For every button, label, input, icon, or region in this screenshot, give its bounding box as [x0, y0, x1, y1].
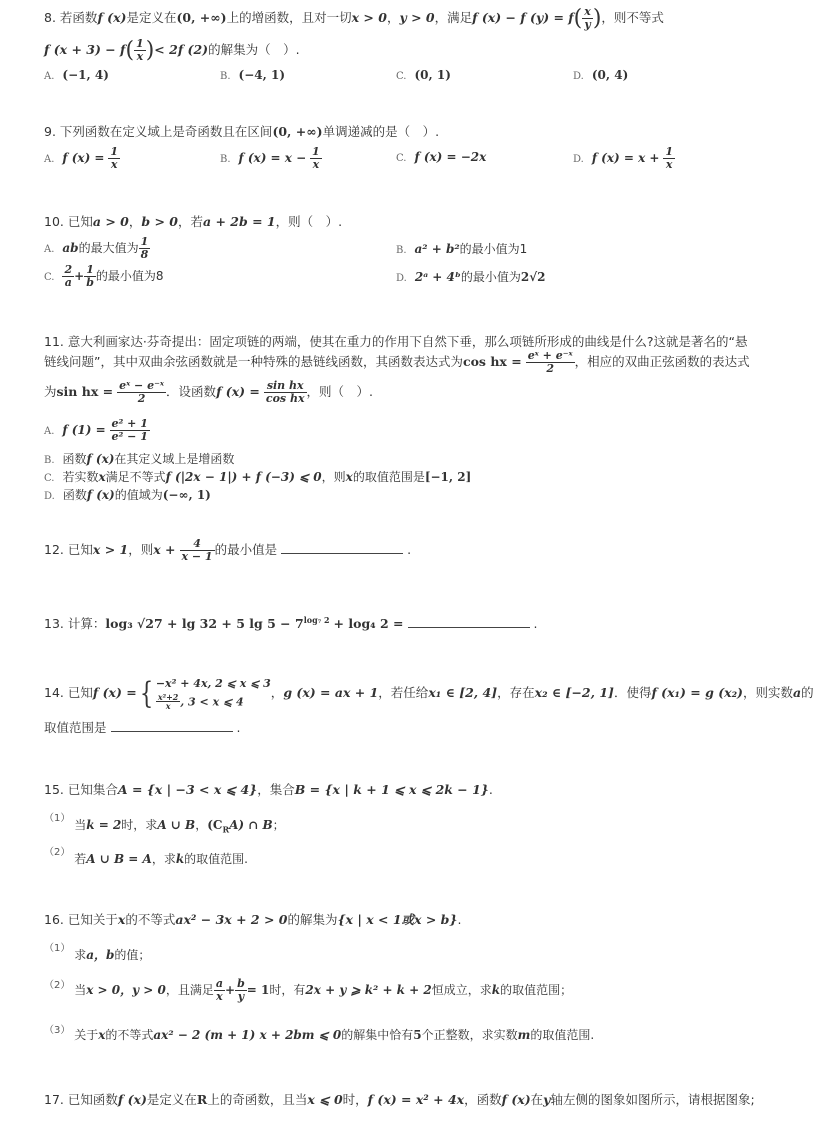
q15-part-1: （1） 当k = 2时，求A ∪ B，$(C_RA)$ ∩ B； — [44, 813, 285, 835]
q16-part-2: （2） 当x > 0，y > 0，且满足 $\frac{a}{x}$ + $\frac{b}{y}$ = 1时，有2x + y ⩾ k² + k + 2恒成立，求k的取值范围； — [44, 977, 573, 1004]
q8-option-b[interactable]: B. (−4, 1) — [220, 68, 285, 82]
q14-stem-line2: 取值范围是 . — [44, 720, 241, 735]
q12-answer-blank[interactable] — [281, 541, 403, 554]
q10-stem: 10. 已知a > 0，b > 0，若a + 2b = 1，则（ ）. — [44, 214, 343, 229]
q11-number: 11. — [44, 334, 64, 349]
q15-part-2: （2） 若A ∪ B = A，求k的取值范围. — [44, 847, 248, 866]
q8-fraction-1-over-x: $\frac{1}{x}$ — [136, 37, 144, 64]
q10-option-c[interactable]: C. $\frac{2}{a}$ + $\frac{1}{b}$ 的最小值为8 — [44, 263, 164, 290]
q11-stem-line2: 链线问题”，其中双曲余弦函数就是一种特殊的悬链线函数，其函数表达式为cos hx = $\frac{\text{eˣ + e⁻ˣ}}{2}$ ，相应的双曲正弦函数的表达式 — [44, 349, 750, 376]
q15-stem: 15. 已知集合A = {x | −3 < x ⩽ 4}，集合B = {x | k + 1 ⩽ x ⩽ 2k − 1}. — [44, 782, 493, 797]
q17-number: 17. — [44, 1092, 64, 1107]
q16-number: 16. — [44, 912, 64, 927]
q11-stem-line3: 为sin hx = $\frac{\text{eˣ − e⁻ˣ}}{2}$ ．设函数f (x) = $\frac{\text{sin hx}}{\text{cos hx}}$ ，则（ ）. — [44, 379, 373, 406]
q14-number: 14. — [44, 685, 64, 701]
q9-stem: 9. 下列函数在定义域上是奇函数且在区间(0, +∞)单调递减的是（ ）. — [44, 124, 440, 139]
q9-option-d[interactable]: D. f (x) = x + $\frac{1}{x}$ — [573, 145, 673, 172]
q16-stem: 16. 已知关于x的不等式ax² − 3x + 2 > 0的解集为{x | x < 1或x > b}. — [44, 912, 462, 927]
q15-number: 15. — [44, 782, 64, 797]
q8-fraction-x-over-y: $\frac{x}{y}$ — [584, 5, 591, 32]
q14-piecewise-cases: −x² + 4x, 2 ⩽ x ⩽ 3 $\frac{\text{x²+2}}{x}$ , 3 < x ⩽ 4 — [155, 677, 271, 712]
q9-option-c[interactable]: C. f (x) = −2x — [396, 150, 487, 164]
q14-stem-line1: 14. 已知f (x) ={ −x² + 4x, 2 ⩽ x ⩽ 3 $\frac{\text{x²+2}}{x}$ , 3 < x ⩽ 4 ，g (x) = ax + 1，若任给x₁ ∈ [2, 4]，存在x₂ ∈ [−2, 1]．使得f (x₁) = g (x₂)，则实数a的 — [44, 675, 814, 712]
q8-option-d[interactable]: D. (0, 4) — [573, 68, 629, 82]
q11-option-d[interactable]: D. 函数f (x)的值域为(−∞, 1) — [44, 488, 211, 502]
q13-stem: 13. 计算：log₃ √27 + lg 32 + 5 $\lg 5 - 7^{log_7 2} + \log_4$ 2 = . — [44, 614, 538, 631]
q13-number: 13. — [44, 616, 64, 631]
q11-option-a[interactable]: A. f (1) = $\frac{\text{e² + 1}}{\text{e² − 1}}$ — [44, 417, 148, 444]
q10-option-a[interactable]: A. ab的最大值为 $\frac{1}{8}$ — [44, 235, 149, 262]
q17-stem: 17. 已知函数f (x)是定义在R上的奇函数，且当x ⩽ 0时，f (x) = x² + 4x，函数f (x)在y轴左侧的图象如图所示，请根据图象; — [44, 1092, 755, 1107]
q14-answer-blank[interactable] — [111, 719, 233, 732]
q8-stem-line1: 8. 若函数f (x)是定义在(0, +∞)上的增函数，且对一切x > 0，y > 0，满足f (x) − f (y) = f( $\frac{x}{y}$ )，则不等式 — [44, 5, 664, 32]
q8-number: 8. — [44, 10, 56, 26]
q13-answer-blank[interactable] — [408, 615, 530, 628]
q16-part-3: （3） 关于x的不等式ax² − 2 (m + 1) x + 2bm ⩽ 0的解集中恰有5个正整数，求实数m的取值范围. — [44, 1025, 595, 1042]
q14-brace: { — [139, 675, 153, 711]
q12-stem: 12. 已知x > 1，则x + $\frac{4}{x - 1}$ 的最小值是 . — [44, 537, 412, 564]
q8-option-a[interactable]: A. (−1, 4) — [44, 68, 109, 82]
q11-option-c[interactable]: C. 若实数x满足不等式f (|2x − 1|) + f (−3) ⩽ 0，则x的取值范围是[−1, 2] — [44, 470, 472, 484]
q16-part-1: （1） 求a，b的值； — [44, 943, 151, 962]
q9-option-b[interactable]: B. f (x) = x − $\frac{1}{x}$ — [220, 145, 320, 172]
q9-number: 9. — [44, 124, 56, 139]
q8-option-c[interactable]: C. (0, 1) — [396, 68, 451, 82]
q12-number: 12. — [44, 542, 64, 558]
q8-stem-line2: f (x + 3) − f( $\frac{1}{x}$ )< 2f (2)的解集为（ ）. — [44, 37, 300, 64]
q11-option-b[interactable]: B. 函数f (x)在其定义域上是增函数 — [44, 452, 235, 466]
q11-stem-line1: 11. 意大利画家达·芬奇提出：固定项链的两端，使其在重力的作用下自然下垂，那么项链所形成的曲线是什么?这就是著名的“悬 — [44, 334, 748, 349]
q9-option-a[interactable]: A. f (x) = $\frac{1}{x}$ — [44, 145, 118, 172]
q10-option-b[interactable]: B. a² + b²的最小值为1 — [396, 242, 528, 256]
q10-number: 10. — [44, 214, 64, 229]
q10-option-d[interactable]: D. 2ᵃ + 4ᵇ的最小值为2√2 — [396, 270, 546, 284]
